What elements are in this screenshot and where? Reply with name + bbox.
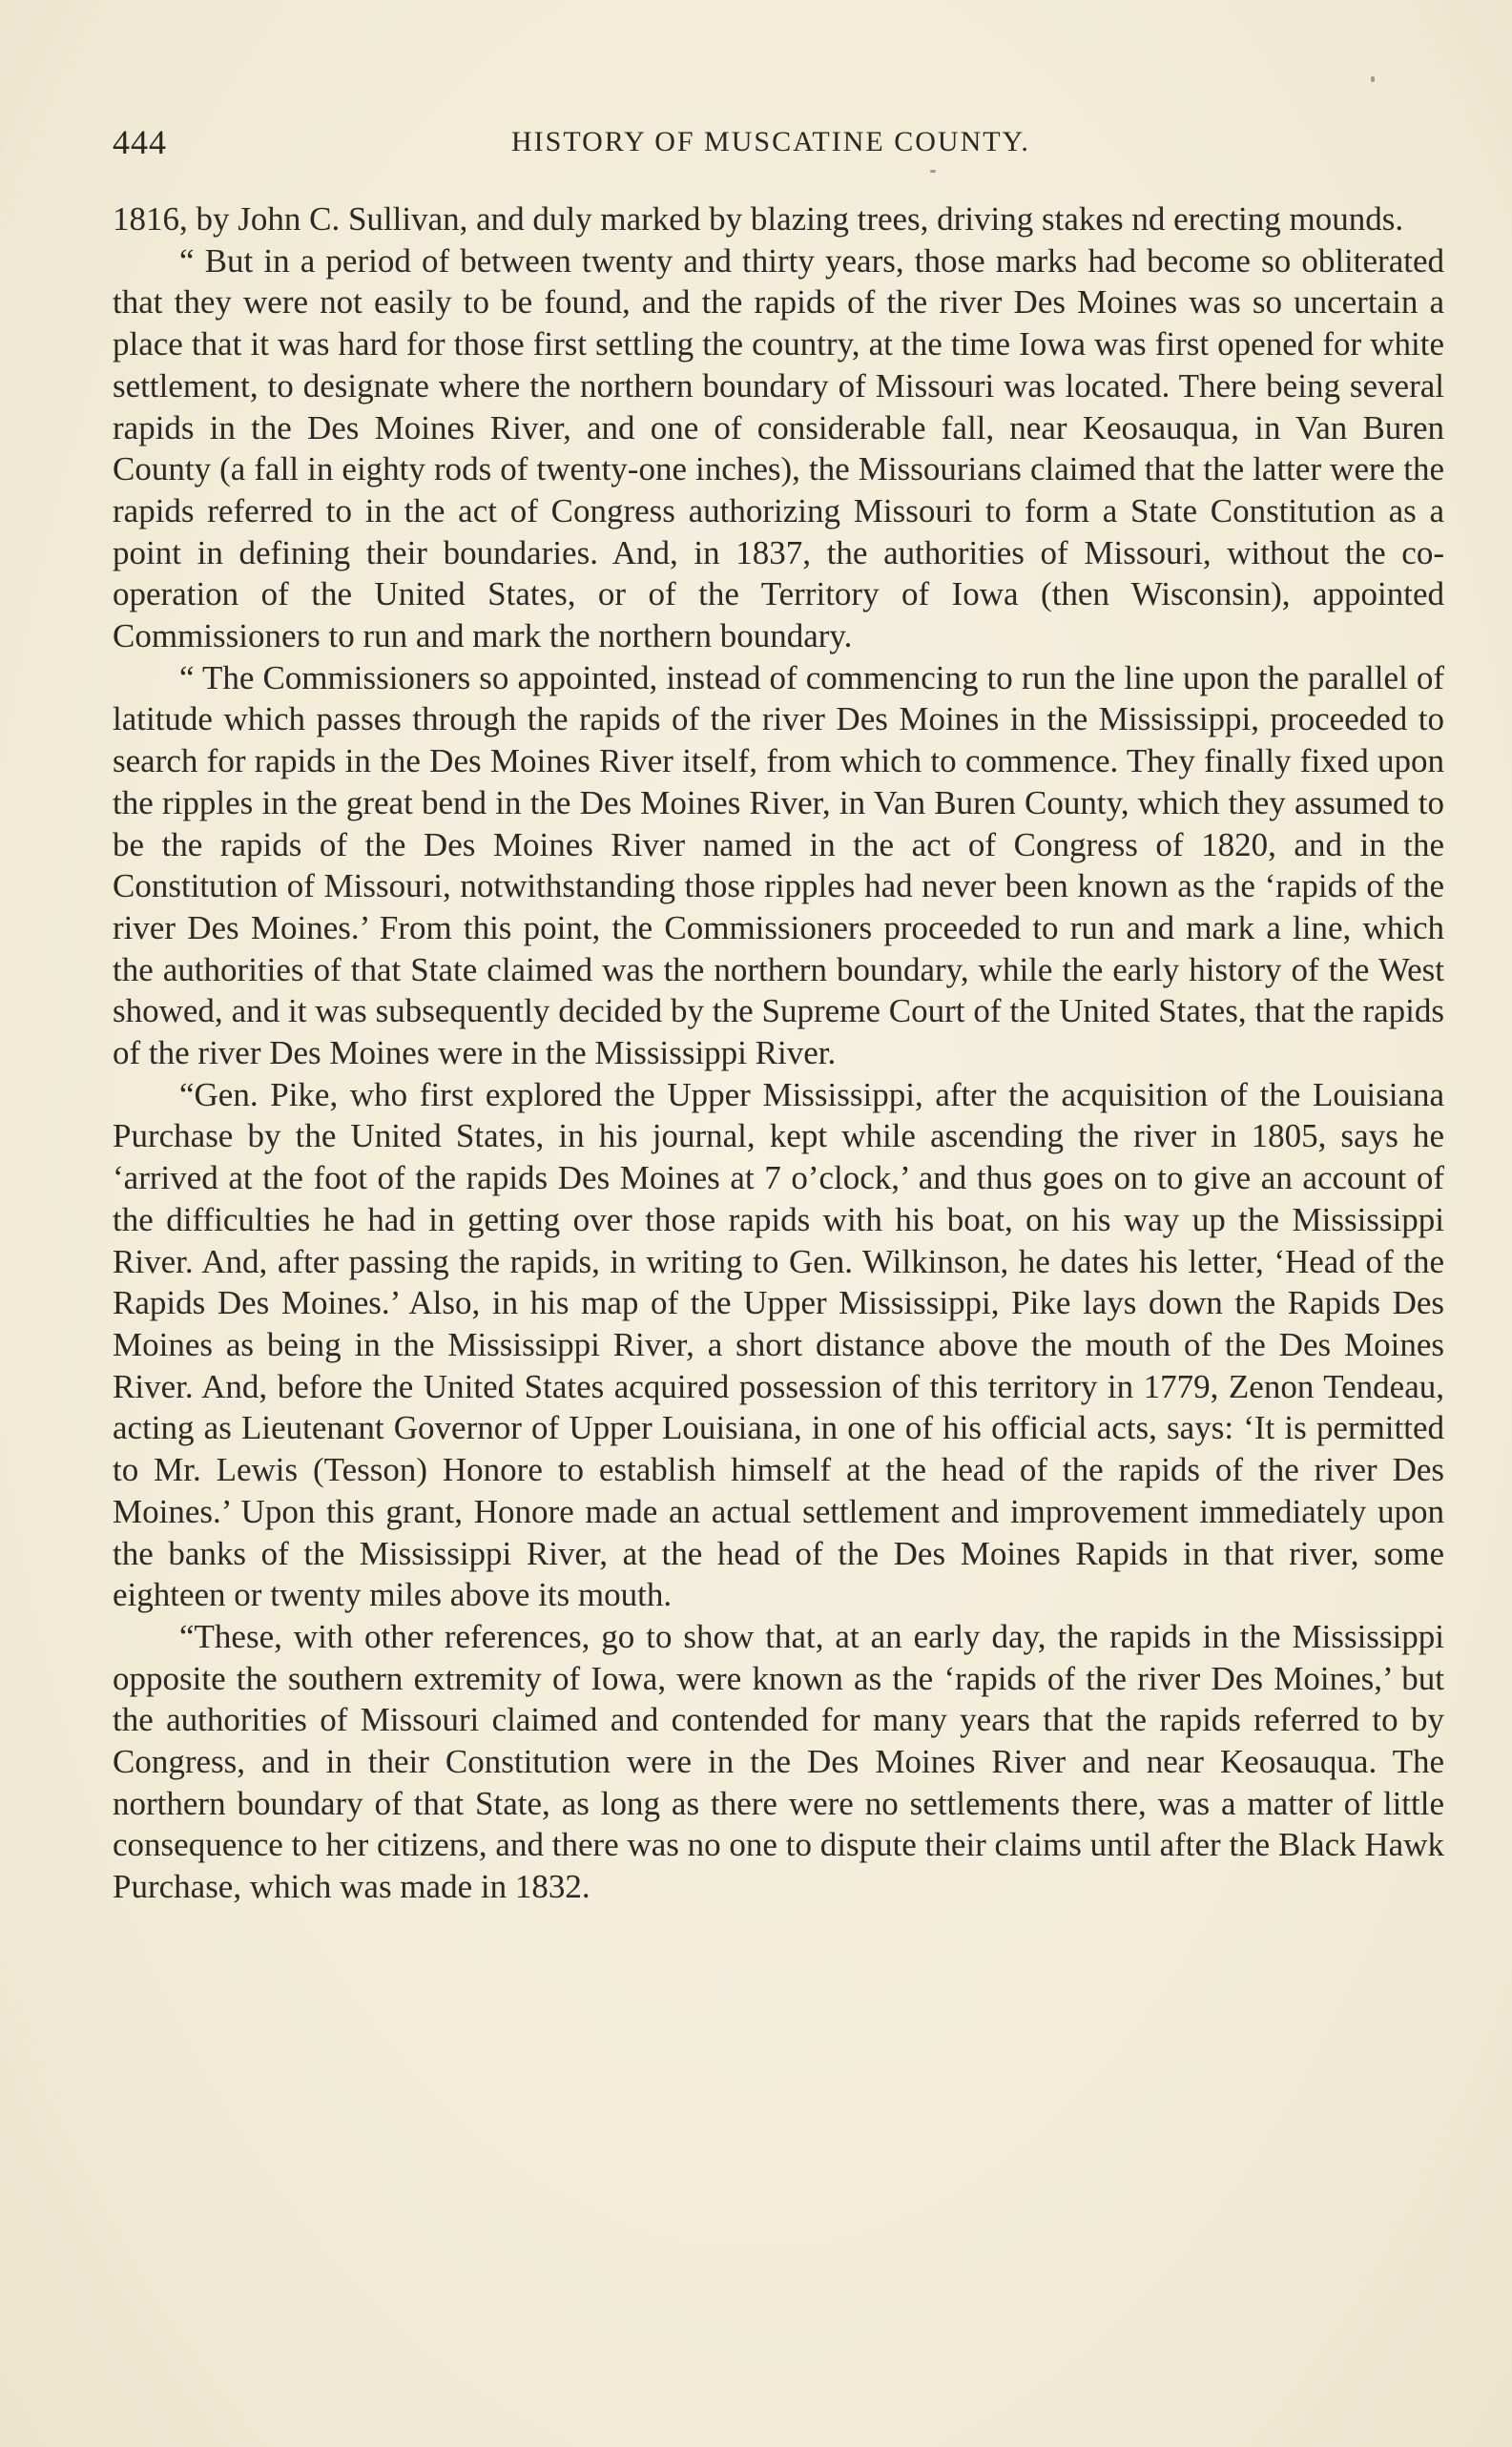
paragraph: “These, with other references, go to show that, at an early day, the rapids in the Mississippi opposite the southern extremity of Iowa, were known as the ‘rapids of the river Des Moines,’ but the authorities of Missouri claimed and contended for many years that the rapids referred to by Congress, and in their Constitution were in the Des Moines River and near Keosauqua. The northern boundary of that State, as long as there were no settlements there, was a matter of little consequence to her citizens, and there was no one to dispute their claims until after the Black Hawk Purchase, which was made in 1832. <box>113 1617 1444 1906</box>
ink-speck <box>1371 76 1375 82</box>
ink-speck <box>930 170 936 173</box>
page-number: 444 <box>113 123 167 161</box>
page-header <box>113 122 1448 166</box>
paragraph: 1816, by John C. Sullivan, and duly marked by blazing trees, driving stakes nd erecting mounds. <box>113 200 1404 238</box>
body-text <box>113 198 1444 1908</box>
paragraph: “ The Commissioners so appointed, instead of commencing to run the line upon the parallel of latitude which passes through the rapids of the river Des Moines in the Mississippi, proceeded to search for rapids in the Des Moines River itself, from which to commence. They finally fixed upon the ripples in the great bend in the Des Moines River, in Van Buren County, which they assumed to be the rapids of the Des Moines River named in the act of Congress of 1820, and in the Constitution of Missouri, notwithstanding those ripples had never been known as the ‘rapids of the river Des Moines.’ From this point, the Commissioners proceeded to run and mark a line, which the authorities of that State claimed was the northern boundary, while the early history of the West showed, and it was subsequently decided by the Supreme Court of the United States, that the rapids of the river Des Moines were in the Mississippi River. <box>113 658 1444 1072</box>
running-head: HISTORY OF MUSCATINE COUNTY. <box>511 126 1030 157</box>
paragraph: “ But in a period of between twenty and thirty years, those marks had become so obliterated that they were not easily to be found, and the rapids of the river Des Moines was so uncertain a place that it was hard for those first settling the country, at the time Iowa was first opened for white settlement, to designate where the northern boundary of Missouri was located. There being several rapids in the Des Moines River, and one of considerable fall, near Keosauqua, in Van Buren County (a fall in eighty rods of twenty-one inches), the Missourians claimed that the latter were the rapids referred to in the act of Congress authorizing Missouri to form a State Constitution as a point in defining their boundaries. And, in 1837, the authorities of Missouri, without the co-operation of the United States, or of the Territory of Iowa (then Wisconsin), appointed Commissioners to run and mark the northern boundary. <box>113 241 1444 655</box>
paragraph: “Gen. Pike, who first explored the Upper Mississippi, after the acquisition of the Louisiana Purchase by the United States, in his journal, kept while ascending the river in 1805, says he ‘arrived at the foot of the rapids Des Moines at 7 o’clock,’ and thus goes on to give an account of the difficulties he had in getting over those rapids with his boat, on his way up the Mississippi River. And, after passing the rapids, in writing to Gen. Wilkinson, he dates his letter, ‘Head of the Rapids Des Moines.’ Also, in his map of the Upper Mississippi, Pike lays down the Rapids Des Moines as being in the Mississippi River, a short distance above the mouth of the Des Moines River. And, before the United States acquired possession of this territory in 1779, Zenon Tendeau, acting as Lieutenant Governor of Upper Louisiana, in one of his official acts, says: ‘It is permitted to Mr. Lewis (Tesson) Honore to establish himself at the head of the rapids of the river Des Moines.’ Upon this grant, Honore made an actual settlement and improvement immediately upon the banks of the Mississippi River, at the head of the Des Moines Rapids in that river, some eighteen or twenty miles above its mouth. <box>113 1075 1444 1614</box>
